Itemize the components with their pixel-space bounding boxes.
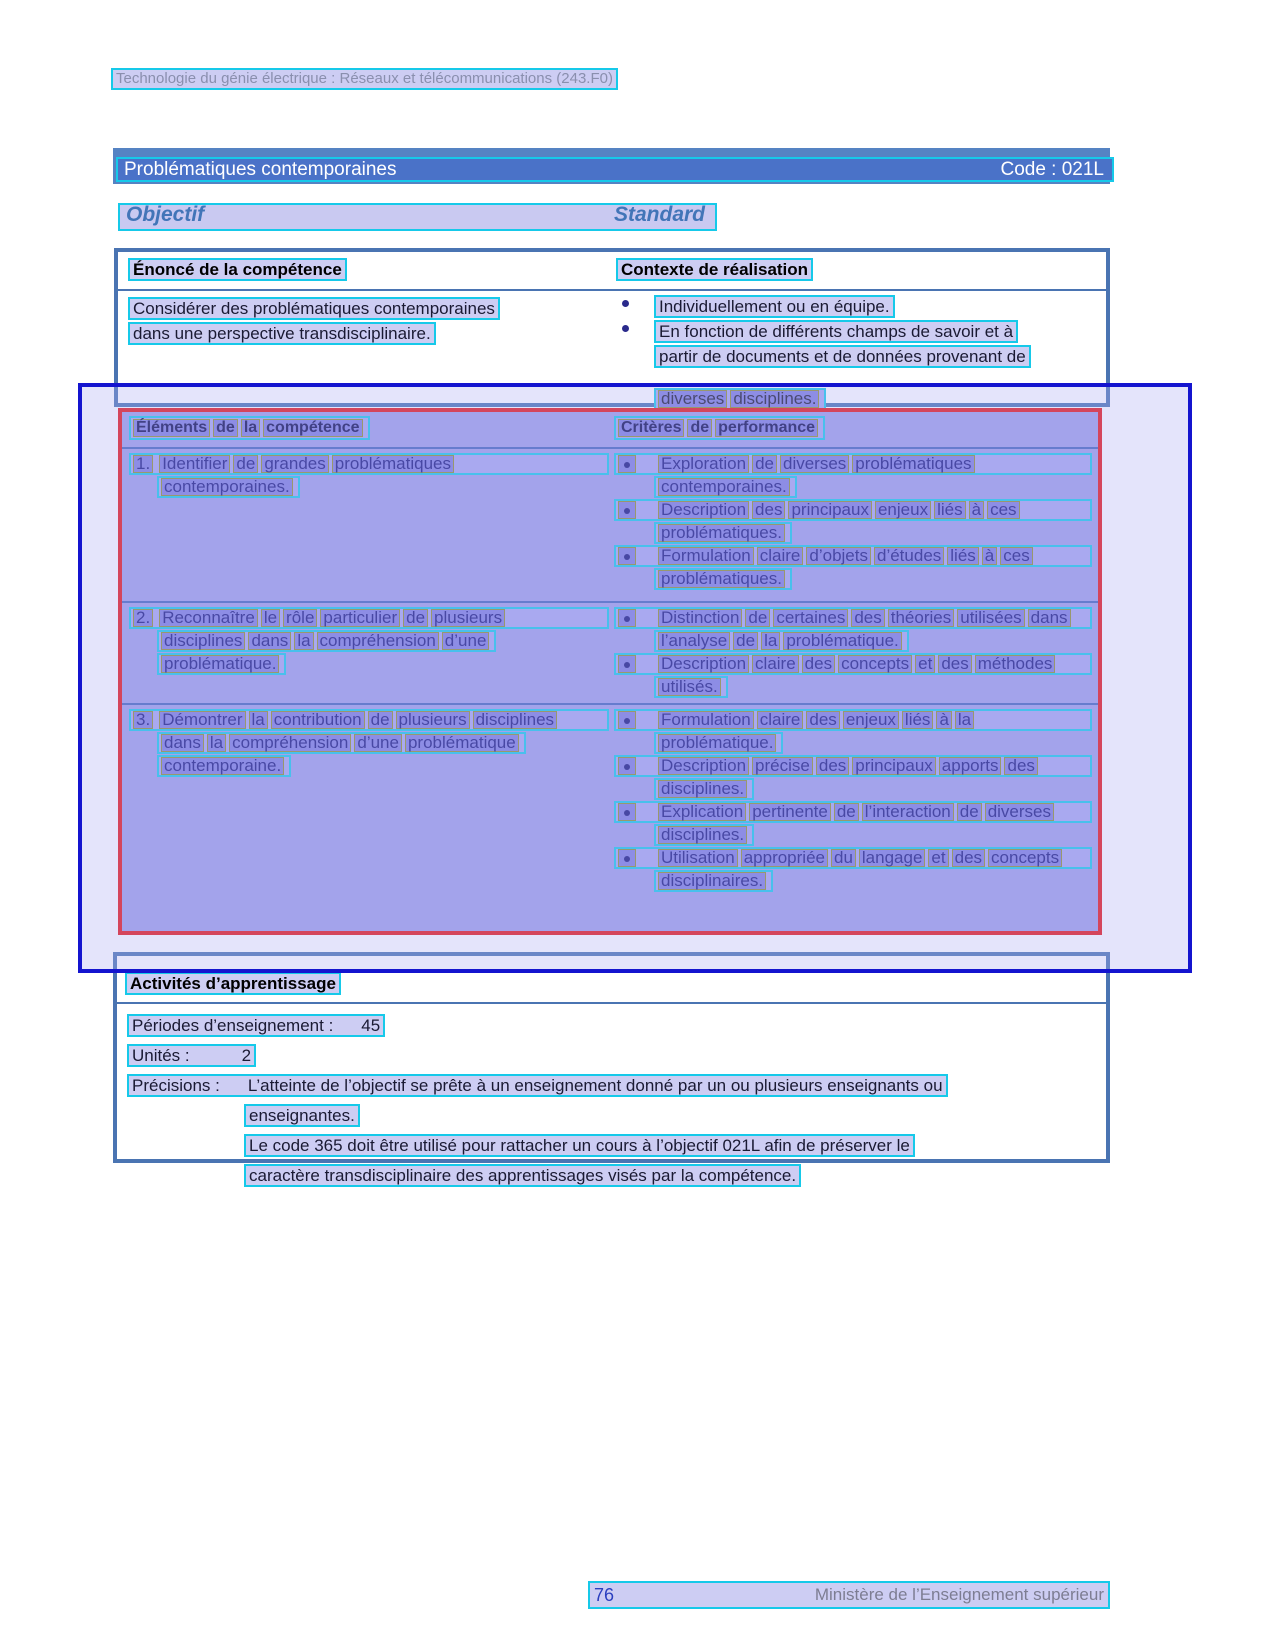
ocr-word: des [952, 849, 985, 867]
ocr-word: la [207, 734, 226, 752]
ocr-word: de [834, 803, 859, 821]
ocr-word: plusieurs [396, 711, 470, 729]
ocr-word: disciplines [473, 711, 557, 729]
ocr-word: problématiques. [658, 570, 785, 588]
ocr-word: de [403, 609, 428, 627]
ocr-word: problématiques [852, 455, 974, 473]
ocr-word: certaines [773, 609, 848, 627]
ocr-word: problématique. [783, 632, 901, 650]
bullet-icon [622, 325, 629, 332]
ocr-word: problématique. [658, 734, 776, 752]
ocr-word: claire [757, 547, 804, 565]
enonce-table-header [118, 252, 1106, 291]
ocr-word: disciplines. [658, 780, 747, 798]
ocr-word: méthodes [975, 655, 1056, 673]
ocr-word: diverses [658, 390, 727, 408]
ocr-word: contemporaines. [161, 478, 293, 496]
ocr-word: des [752, 501, 785, 519]
objectif-heading: Objectif [126, 203, 205, 226]
competency-title-bar [113, 148, 1110, 184]
ocr-word: apports [939, 757, 1002, 775]
ocr-word: et [928, 849, 948, 867]
standard-heading: Standard [614, 203, 706, 226]
ocr-word: Critères [618, 419, 684, 437]
element-number: 2. [133, 609, 153, 627]
ocr-word: Explication [658, 803, 746, 821]
enonce-header-right: Contexte de réalisation [616, 258, 813, 281]
ocr-word: Distinction [658, 609, 742, 627]
contexte-bullet-continuation [616, 345, 1098, 370]
ocr-word: disciplines. [730, 390, 819, 408]
ocr-word: Reconnaître [159, 609, 258, 627]
ocr-word: Description [658, 757, 749, 775]
page-footer [588, 1581, 1110, 1609]
ocr-word: Démontrer [159, 711, 245, 729]
ocr-word: des [938, 655, 971, 673]
ministry-name: Ministère de l’Enseignement supérieur [814, 1585, 1104, 1604]
periodes-value: 45 [361, 1016, 381, 1035]
ocr-word: des [816, 757, 849, 775]
ocr-word: la [249, 711, 268, 729]
activites-body [117, 1004, 1106, 1189]
ocr-word: théories [888, 609, 954, 627]
ocr-word: principaux [788, 501, 872, 519]
page-number: 76 [594, 1584, 615, 1605]
objectif-standard-heading [118, 203, 717, 231]
ocr-word: à [936, 711, 951, 729]
competency-name: Problématiques contemporaines [124, 158, 397, 180]
ocr-word: plusieurs [431, 609, 505, 627]
ocr-word: la [761, 632, 780, 650]
ocr-word: le [261, 609, 280, 627]
ocr-word: dans [1028, 609, 1071, 627]
ocr-word: Formulation [658, 547, 754, 565]
ocr-word: Formulation [658, 711, 754, 729]
activites-table [113, 952, 1110, 1185]
ocr-word: l’analyse [658, 632, 730, 650]
competency-code: Code : 021L [1000, 158, 1104, 180]
activites-title: Activités d’apprentissage [125, 972, 341, 995]
ocr-word: des [1004, 757, 1037, 775]
ocr-word: enjeux [843, 711, 899, 729]
ocr-word: et [915, 655, 935, 673]
ocr-word: de [957, 803, 982, 821]
ocr-word: l’interaction [862, 803, 954, 821]
precisions-text: L’atteinte de l’objectif se prête à un enseignement donné par un ou plusieurs enseignants ou [247, 1076, 943, 1095]
ocr-word: performance [715, 419, 818, 437]
ocr-word: la [955, 711, 974, 729]
ocr-word: disciplines. [658, 826, 747, 844]
ocr-word: compréhension [229, 734, 351, 752]
enonce-header-left: Énoncé de la compétence [128, 258, 347, 281]
ocr-word: liés [902, 711, 934, 729]
ocr-word: liés [947, 547, 979, 565]
ocr-word: la [241, 419, 260, 437]
ocr-word: ces [987, 501, 1019, 519]
unites-value: 2 [241, 1046, 252, 1065]
ocr-word: problématique [405, 734, 519, 752]
ocr-word: Identifier [159, 455, 230, 473]
ocr-word: d’une [354, 734, 402, 752]
contexte-bullet [616, 320, 1098, 345]
element-number: 1. [133, 455, 153, 473]
ocr-word: particulier [320, 609, 400, 627]
contexte-line: partir de documents et de données provenant de [654, 345, 1031, 368]
ocr-word: concepts [838, 655, 912, 673]
ocr-word: contemporaine. [161, 757, 284, 775]
ocr-word: diverses [780, 455, 849, 473]
periodes-label: Périodes d’enseignement : [132, 1016, 334, 1035]
ocr-word: utilisés. [658, 678, 721, 696]
periodes-row [127, 1014, 1106, 1039]
ocr-word: appropriée [741, 849, 828, 867]
ocr-word: contribution [271, 711, 365, 729]
ocr-word: de [745, 609, 770, 627]
ocr-word: Utilisation [658, 849, 738, 867]
ocr-word: claire [757, 711, 804, 729]
document-title: Technologie du génie électrique : Réseaux et télécommunications (243.F0) [111, 68, 618, 90]
ocr-word: Description [658, 501, 749, 519]
ocr-word: disciplinaires. [658, 872, 766, 890]
ocr-word: grandes [261, 455, 328, 473]
precisions-row [127, 1074, 1106, 1099]
ocr-word: Description [658, 655, 749, 673]
ocr-word: diverses [985, 803, 1054, 821]
ocr-word: des [802, 655, 835, 673]
ocr-word: concepts [988, 849, 1062, 867]
ocr-word: Éléments [133, 419, 210, 437]
ocr-word: de [733, 632, 758, 650]
bullet-icon [622, 300, 629, 307]
ocr-word: compétence [263, 419, 362, 437]
unites-label: Unités : [132, 1046, 190, 1065]
ocr-word: rôle [283, 609, 317, 627]
ocr-word: utilisées [957, 609, 1024, 627]
ocr-word: disciplines [161, 632, 245, 650]
ocr-word: d’objets [806, 547, 871, 565]
ocr-word: Exploration [658, 455, 749, 473]
ocr-word: de [368, 711, 393, 729]
ocr-word: du [831, 849, 856, 867]
enonce-left-cell [128, 297, 606, 347]
ocr-word: d’études [874, 547, 944, 565]
ocr-word: la [294, 632, 313, 650]
ocr-word: précise [752, 757, 813, 775]
ocr-word: pertinente [749, 803, 831, 821]
ocr-word: à [982, 547, 997, 565]
precisions-continuation: Le code 365 doit être utilisé pour rattacher un cours à l’objectif 021L afin de préserver le [244, 1134, 1106, 1159]
title-bar-annotation-box [116, 157, 1114, 182]
ocr-word: claire [752, 655, 799, 673]
enonce-line: dans une perspective transdisciplinaire. [128, 322, 436, 345]
ocr-word: langage [859, 849, 926, 867]
precisions-label: Précisions : [132, 1076, 220, 1095]
ocr-word: enjeux [875, 501, 931, 519]
ocr-word: de [752, 455, 777, 473]
ocr-word: problématiques [332, 455, 454, 473]
ocr-word: dans [248, 632, 291, 650]
precisions-continuation: enseignantes. [244, 1104, 1106, 1129]
enonce-line: Considérer des problématiques contemporaines [128, 297, 500, 320]
ocr-word: d’une [442, 632, 490, 650]
ocr-word: compréhension [317, 632, 439, 650]
contexte-bullet [616, 295, 1098, 320]
ocr-word: principaux [852, 757, 936, 775]
element-number: 3. [133, 711, 153, 729]
ocr-word: problématique. [161, 655, 279, 673]
running-header [111, 68, 618, 92]
precisions-continuation: caractère transdisciplinaire des apprentissages visés par la compétence. [244, 1164, 1106, 1189]
block-annotation-overlay [78, 383, 1192, 973]
ocr-word: de [213, 419, 238, 437]
ocr-word: de [687, 419, 712, 437]
ocr-word: problématiques. [658, 524, 785, 542]
ocr-word: des [806, 711, 839, 729]
contexte-line: Individuellement ou en équipe. [654, 295, 895, 318]
ocr-word: ces [1000, 547, 1032, 565]
unites-row [127, 1044, 1106, 1069]
ocr-word: de [233, 455, 258, 473]
ocr-word: liés [934, 501, 966, 519]
ocr-word: dans [161, 734, 204, 752]
ocr-word: contemporaines. [658, 478, 790, 496]
contexte-line: En fonction de différents champs de savoir et à [654, 320, 1018, 343]
ocr-word: à [969, 501, 984, 519]
ocr-word: des [851, 609, 884, 627]
